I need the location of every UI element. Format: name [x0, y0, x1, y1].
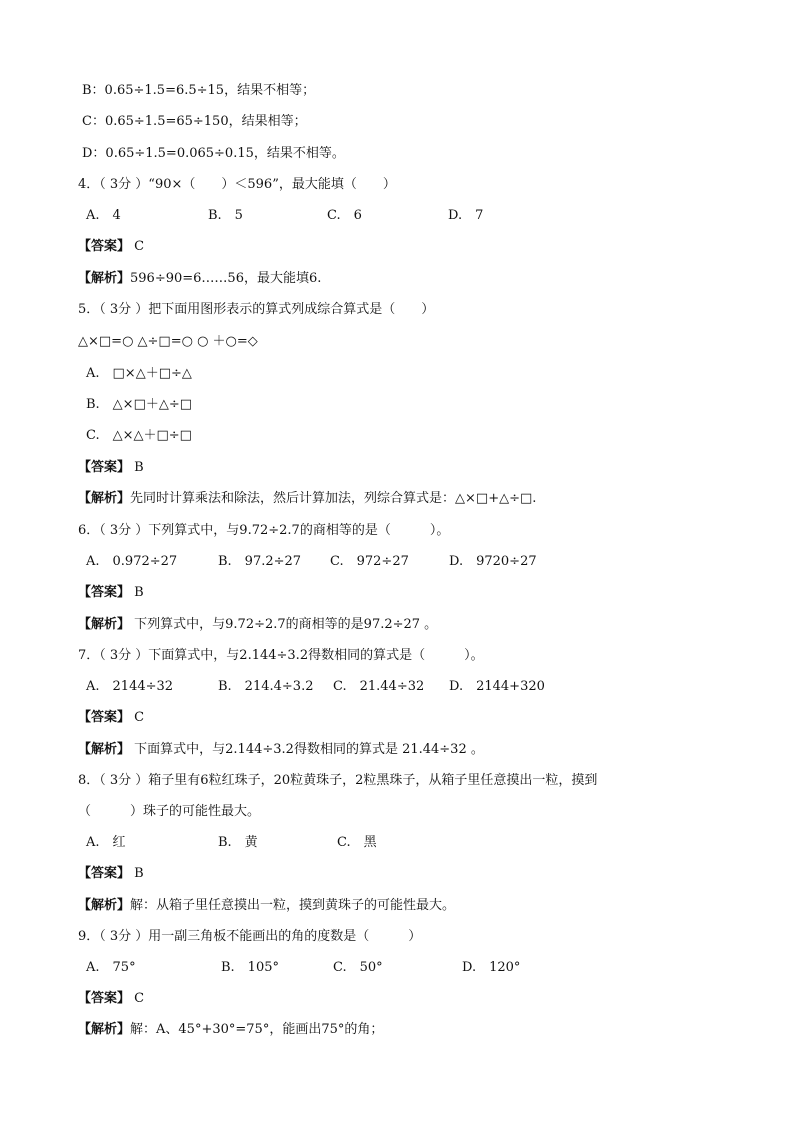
question-6-option-b: B. 97.2÷27 — [218, 554, 302, 569]
question-8-stem-line1: 8．（ 3分 ）箱子里有6粒红珠子，20粒黄珠子，2粒黑珠子，从箱子里任意摸出一粒，摸到 — [78, 773, 598, 788]
question-4-answer — [78, 239, 144, 255]
question-4-option-d: D. 7 — [448, 208, 484, 223]
question-9-answer — [78, 991, 144, 1007]
question-6-option-d: D. 9720÷27 — [449, 554, 537, 569]
answer-tag: 【答案】 — [78, 866, 131, 881]
analysis-tag: 【解析】 — [78, 898, 131, 913]
question-9-stem: 9．（ 3分 ）用一副三角板不能画出的角的度数是（ ） — [78, 929, 422, 944]
question-8-option-a: A. 红 — [86, 835, 126, 850]
question-4-option-b: B. 5 — [208, 208, 243, 223]
answer-tag: 【答案】 — [78, 710, 131, 725]
question-9-option-a: A. 75° — [86, 960, 136, 975]
question-5-analysis-text: 先同时计算乘法和除法，然后计算加法，列综合算式是：△×□+△÷□. — [130, 491, 537, 506]
prev-explanation-c: C：0.65÷1.5=65÷150，结果相等； — [82, 114, 307, 129]
question-6-stem: 6．（ 3分 ）下列算式中，与9.72÷2.7的商相等的是（ ）。 — [78, 523, 450, 538]
question-8-option-c: C. 黑 — [337, 835, 377, 850]
question-6-option-a: A. 0.972÷27 — [86, 554, 178, 569]
question-5-formula: △×□=○ △÷□=○ ○ ＋○=◇ — [78, 334, 258, 349]
question-7-analysis-text: 下面算式中，与2.144÷3.2得数相同的算式是 21.44÷32 。 — [134, 742, 484, 757]
question-8-analysis — [78, 898, 455, 914]
question-5-option-c: C. △×△＋□÷□ — [86, 428, 192, 443]
question-5-answer — [78, 460, 144, 476]
question-7-option-b: B. 214.4÷3.2 — [218, 679, 314, 694]
question-4-answer-value: C — [134, 239, 145, 254]
question-4-stem: 4．（ 3分 ）“90×（ ）＜596”，最大能填（ ） — [78, 177, 396, 192]
question-5-option-a: A. □×△＋□÷△ — [86, 366, 192, 381]
question-7-answer-value: C — [134, 710, 145, 725]
question-6-answer — [78, 585, 144, 601]
question-9-analysis — [78, 1022, 383, 1038]
answer-tag: 【答案】 — [78, 585, 131, 600]
prev-explanation-d: D：0.65÷1.5=0.065÷0.15，结果不相等。 — [82, 146, 345, 161]
question-9-option-c: C. 50° — [333, 960, 383, 975]
question-7-analysis — [78, 742, 484, 758]
question-5-answer-value: B — [134, 460, 144, 475]
question-4-analysis-text: 596÷90=6……56，最大能填6. — [130, 271, 322, 286]
question-8-analysis-text: 解：从箱子里任意摸出一粒，摸到黄珠子的可能性最大。 — [130, 898, 456, 913]
question-8-stem-line2: （ ）珠子的可能性最大。 — [78, 804, 261, 819]
question-7-option-d: D. 2144+320 — [449, 679, 545, 694]
question-6-analysis-text: 下列算式中，与9.72÷2.7的商相等的是97.2÷27 。 — [134, 617, 438, 632]
question-4-option-a: A. 4 — [86, 208, 121, 223]
question-8-answer — [78, 866, 144, 882]
question-7-answer — [78, 710, 144, 726]
question-9-option-b: B. 105° — [221, 960, 279, 975]
question-8-option-b: B. 黄 — [218, 835, 258, 850]
question-4-analysis — [78, 271, 321, 287]
question-8-answer-value: B — [134, 866, 144, 881]
analysis-tag: 【解析】 — [78, 742, 131, 757]
prev-explanation-b: B：0.65÷1.5=6.5÷15，结果不相等； — [82, 83, 316, 98]
question-5-analysis — [78, 491, 536, 507]
question-6-answer-value: B — [134, 585, 144, 600]
question-6-option-c: C. 972÷27 — [330, 554, 409, 569]
analysis-tag: 【解析】 — [78, 491, 131, 506]
question-5-stem: 5．（ 3分 ）把下面用图形表示的算式列成综合算式是（ ） — [78, 302, 435, 317]
question-5-option-b: B. △×□＋△÷□ — [86, 397, 193, 412]
analysis-tag: 【解析】 — [78, 617, 131, 632]
question-9-option-d: D. 120° — [462, 960, 521, 975]
analysis-tag: 【解析】 — [78, 271, 131, 286]
answer-tag: 【答案】 — [78, 460, 131, 475]
analysis-tag: 【解析】 — [78, 1022, 131, 1037]
question-7-option-a: A. 2144÷32 — [86, 679, 174, 694]
answer-tag: 【答案】 — [78, 239, 131, 254]
question-7-option-c: C. 21.44÷32 — [333, 679, 425, 694]
question-9-answer-value: C — [134, 991, 145, 1006]
question-7-stem: 7．（ 3分 ）下面算式中，与2.144÷3.2得数相同的算式是（ ）。 — [78, 648, 484, 663]
answer-tag: 【答案】 — [78, 991, 131, 1006]
question-4-option-c: C. 6 — [327, 208, 362, 223]
question-9-analysis-text: 解：A、45°+30°=75°，能画出75°的角； — [130, 1022, 384, 1037]
question-6-analysis — [78, 617, 437, 633]
